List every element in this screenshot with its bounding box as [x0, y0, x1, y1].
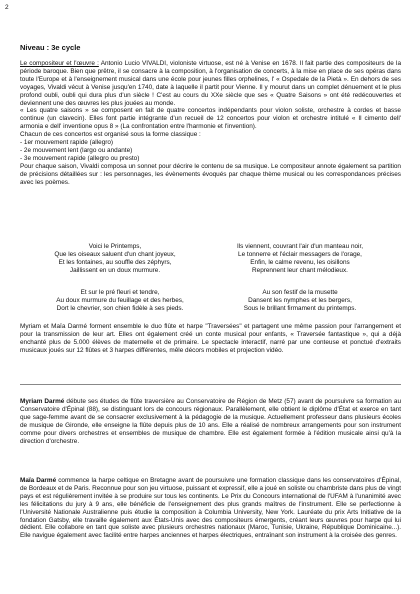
- divider: [20, 384, 401, 385]
- maia-name: Maïa Darmé: [20, 477, 57, 484]
- intro-paragraph: Myriam et Maïa Darmé forment ensemble le duo flûte et harpe "Traversées" et partagent une même passion pour l'arrangement et pour la transmission de leur art. Elles ont également créé un conte musical pour enfants, « Traversée fantastique », qui a déjà enchanté plus de 5.000 élèves de maternelle et de primaire. Le spectacle interactif, narré par une conteuse et ponctué d'extraits musicaux joués sur 12 flûtes et 3 harpes différentes, mêle décors mobiles et projection vidéo.: [20, 323, 401, 354]
- poem-line: Jaillissent en un doux murmure.: [69, 267, 161, 274]
- poem-line: Au doux murmure du feuillage et des herbes,: [56, 297, 184, 304]
- poem-line: Sous le brillant firmament du printemps.: [243, 305, 357, 312]
- poem-line: Ils viennent, couvrant l'air d'un manteau noir,: [236, 243, 364, 250]
- poem-stanza-2: [215, 243, 385, 275]
- movement-item: - 3e mouvement rapide (allegro ou presto): [20, 154, 140, 162]
- myriam-bio: [20, 398, 401, 445]
- poem-stanza-1: [40, 243, 190, 275]
- composer-paragraph-4: Pour chaque saison, Vivaldi composa un sonnet pour décrire le contenu de sa musique. Le compositeur annote également sa partition de précisions détaillées sur : les personnages, les évènements évoqués par chaque thème musical ou les correspondances précises avec les poèmes.: [20, 162, 401, 186]
- poem-line: Le tonnerre et l'éclair messagers de l'orage,: [238, 251, 362, 258]
- level-heading: Niveau : 3e cycle: [20, 43, 81, 52]
- poem-line: Voici le Printemps,: [88, 243, 142, 250]
- myriam-text: débute ses études de flûte traversière au Conservatoire de Région de Metz (57) avant de poursuivre sa formation au Conservatoire d'Épinal (88), se distinguant lors de concours régionaux. Parallèlement, elle obtient le diplôme d'État et exerce en tant que sage-femme avant de se consacrer exclusivement à la pédagogie de la musique. Actuellement professeur dans plusieurs écoles de musique de Gironde, elle enseigne la flûte depuis plus de 10 ans. Elle a réalisé de nombreux arrangements pour son instrument comme pour divers orchestres et ensembles de musique de chambre. Elle est également formée à l'édition musicale ainsi qu'à la direction d'orchestre.: [20, 398, 402, 445]
- poem-line: Au son festif de la musette: [262, 289, 338, 296]
- poem-stanza-4: [215, 289, 385, 313]
- movement-item: - 1er mouvement rapide (allegro): [20, 139, 114, 147]
- poem-line: Et les fontaines, au souffle des zéphyrs,: [58, 259, 172, 266]
- poem-line: Reprennent leur chant mélodieux.: [252, 267, 348, 274]
- maia-bio: [20, 477, 401, 540]
- poem-line: Que les oiseaux saluent d'un chant joyeux,: [54, 251, 176, 258]
- composer-paragraph-2: « Les quatre saisons » se composent en fait de quatre concertos indépendants pour violon soliste, orchestre à cordes et basse continue (un clavecin). Elles font partie intégrante d'un recueil de 12 concertos pour violon et orchestre intitulé « Il cimento dell' armonia e dell' inventione opus 8 » (La confrontation entre l'harmonie et l'invention).: [20, 107, 401, 131]
- poem-line: Et sur le pré fleuri et tendre,: [80, 289, 160, 296]
- page-number: 2: [5, 4, 9, 11]
- maia-text: commence la harpe celtique en Bretagne avant de poursuivre une formation classique dans les conservatoires d'Épinal, de Bordeaux et de Paris. Reconnue pour son jeu virtuose, puissant et expressif, elle a joué en soliste ou chambriste dans plus de vingt pays et est régulièrement invitée à se produire sur tous les continents. Le Prix du Concours international de l'UFAM à l'unanimité avec les félicitations du jury à 9 ans, elle bénéficie de l'enseignement des plus grands maîtres de l'instrument. Elle se perfectionne à l'Université Nationale Australienne puis étudie la composition à Columbia University, New York. Lauréate du prix Arts Initiative de la fondation Gatsby, elle travaille également aux États-Unis avec des compositeurs émergents, créant leurs œuvres pour harpe qui lui dédient. Elle collabore en tant que soliste avec plusieurs orchestres nationaux (Maroc, Tunisie, Ukraine, République Dominicaine...). Elle navigue également avec facilité entre harpes anciennes et harpes électriques, entraînant son instrument à la croisée des genres.: [20, 477, 402, 540]
- poem-stanza-3: [40, 289, 200, 313]
- composer-section: [20, 60, 401, 187]
- composer-heading: Le compositeur et l'œuvre :: [20, 60, 99, 67]
- composer-paragraph-1: Antonio Lucio VIVALDI, violoniste virtuose, est né à Venise en 1678. Il fait partie des compositeurs de la période baroque. Bien que prêtre, il se consacre à la composition, à l'organisation de concerts, à la mise en place de ses opéras dans toute l'Europe et à l'enseignement musical dans une école pour jeunes filles orphelines, l' « Ospedale de la Pietà ». En dehors de ses voyages, Vivaldi vécut à Venise jusqu'en 1740, date à laquelle il partit pour Vienne. Il y mourut dans un complet dénuement et le plus profond oubli, oubli qui dura plus d'un siècle ! C'est au cours du XXe siècle que ses « Quatre Saisons » ont été redécouvertes et deviennent une des œuvres les plus jouées au monde.: [20, 60, 401, 107]
- poem-line: Dansent les nymphes et les bergers,: [248, 297, 352, 304]
- composer-paragraph-3: Chacun de ces concertos est organisé sous la forme classique :: [20, 131, 201, 139]
- poem-line: Enfin, le calme revenu, les oisillons: [250, 259, 350, 266]
- poem-line: Dort le chevrier, son chien fidèle à ses pieds.: [56, 305, 184, 312]
- myriam-name: Myriam Darmé: [20, 398, 65, 405]
- movement-item: - 2e mouvement lent (largo ou andante): [20, 146, 133, 154]
